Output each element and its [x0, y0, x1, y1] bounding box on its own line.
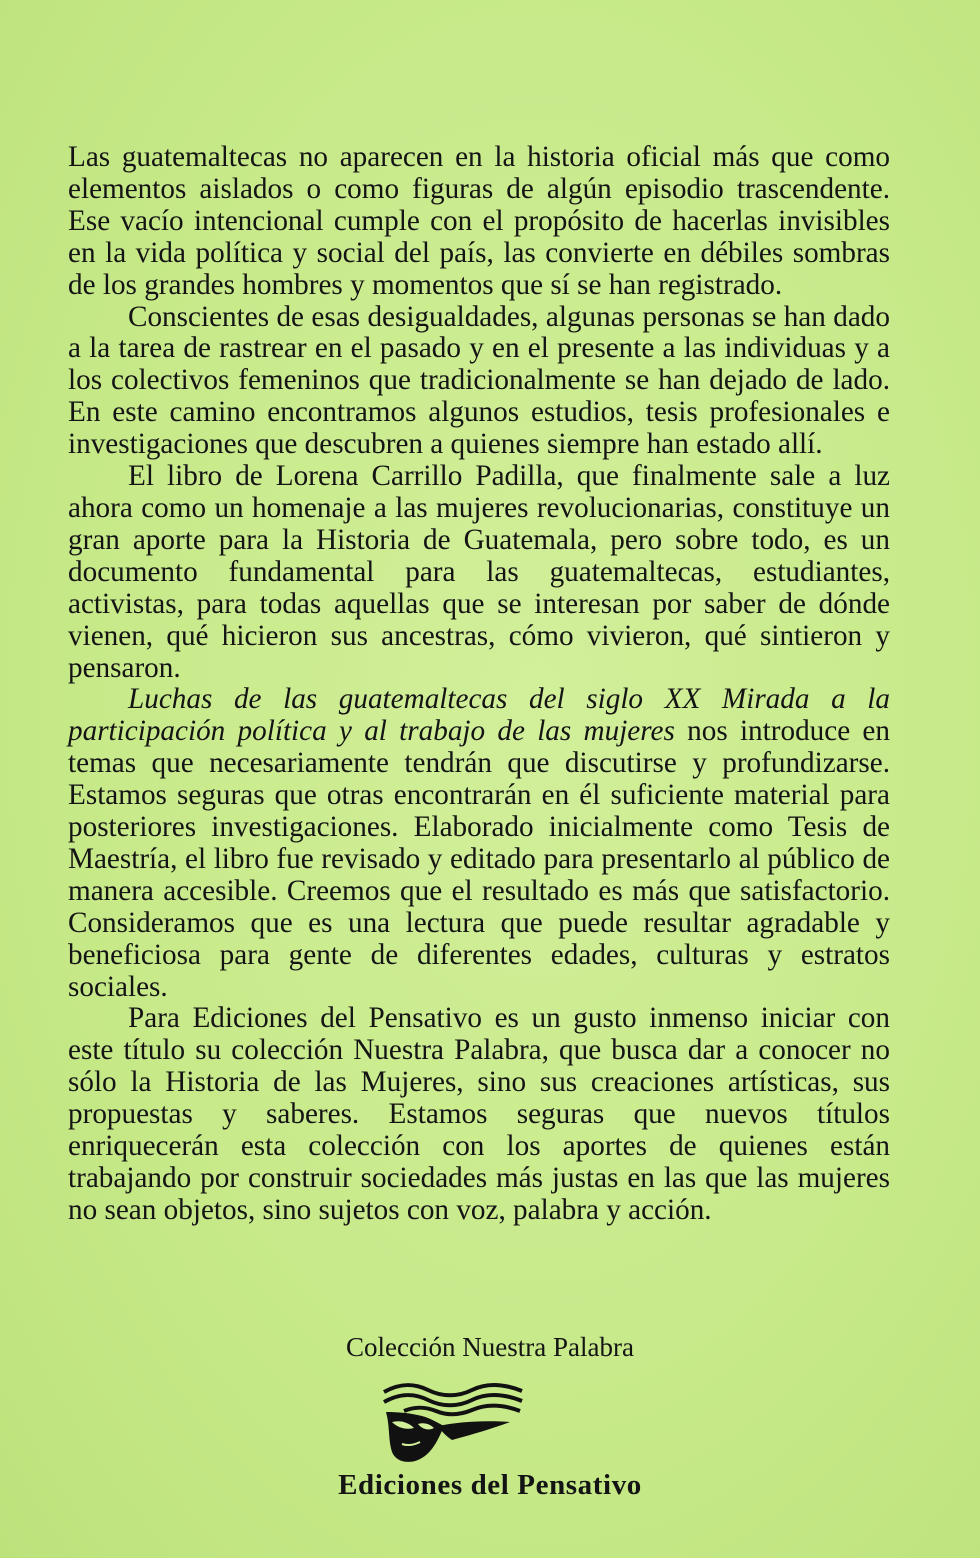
collection-name: Colección Nuestra Palabra — [346, 1332, 634, 1362]
pensativo-mask-logo-icon — [378, 1382, 528, 1464]
blurb-text — [68, 142, 890, 1227]
paragraph-5: Para Ediciones del Pensativo es un gusto inmenso iniciar con este título su colección Nuestra Palabra, que busca dar a conocer no sólo la Historia de las Mujeres, sino sus creaciones artísticas, sus propuestas y saberes. Estamos seguras que nuevos títulos enriquecerán esta colección con los aportes de quienes están trabajando por construir sociedades más justas en las que las mujeres no sean objetos, sino sujetos con voz, palabra y acción. — [68, 1002, 890, 1226]
paragraph-4 — [68, 684, 890, 1003]
publisher-name: Ediciones del Pensativo — [338, 1469, 642, 1501]
book-title-italic: Luchas de las guatemaltecas del siglo XX Mirada a la participación política y al trabajo de las mujeres — [68, 683, 890, 748]
paragraph-2: Conscientes de esas desigualdades, algunas personas se han dado a la tarea de rastrear en el pasado y en el presente a las individuas y a los colectivos femeninos que tradicionalmente se han dejado de lado. En este camino encontramos algunos estudios, tesis profesionales e investigaciones que descubren a quienes siempre han estado allí. — [68, 300, 890, 461]
paragraph-1: Las guatemaltecas no aparecen en la historia oficial más que como elementos aislados o como figuras de algún episodio trascendente. Ese vacío intencional cumple con el propósito de hacerlas invisibles en la vida política y social del país, las convierte en débiles sombras de los grandes hombres y momentos que sí se han registrado. — [68, 141, 890, 301]
paragraph-3: El libro de Lorena Carrillo Padilla, que finalmente sale a luz ahora como un homenaje a las mujeres revolucionarias, constituye un gran aporte para la Historia de Guatemala, pero sobre todo, es un documento fundamental para las guatemaltecas, estudiantes, activistas, para todas aquellas que se interesan por saber de dónde vienen, qué hicieron sus ancestras, cómo vivieron, qué sintieron y pensaron. — [68, 460, 890, 684]
paragraph-4-body: nos introduce en temas que necesariamente tendrán que discutirse y profundizarse. Estamos seguras que otras encontrarán en él suficiente material para posteriores investigaciones. Elaborado inicialmente como Tesis de Maestría, el libro fue revisado y editado para presentarlo al público de manera accesible. Creemos que el resultado es más que satisfactorio. Consideramos que es una lectura que puede resultar agradable y beneficiosa para gente de diferentes edades, culturas y estratos sociales. — [68, 715, 890, 1003]
